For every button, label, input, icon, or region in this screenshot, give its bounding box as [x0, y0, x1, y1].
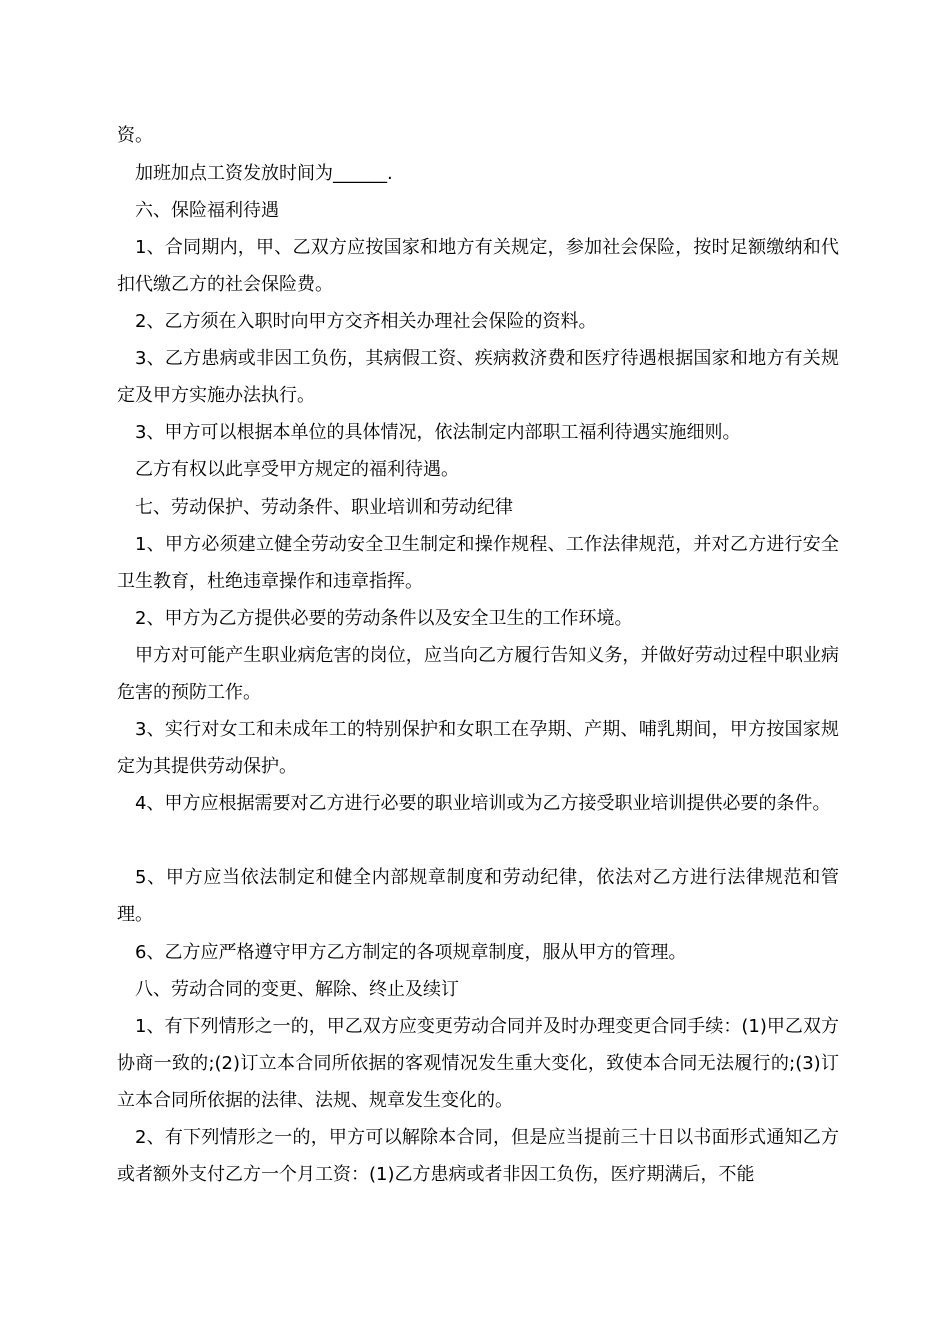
paragraph-protection-3: 3、实行对女工和未成年工的特别保护和女职工在孕期、产期、哺乳期间，甲方按国家规定为其提供劳动保护。 — [117, 719, 839, 777]
paragraph-contract-change-1: 1、有下列情形之一的，甲乙双方应变更劳动合同并及时办理变更合同手续：(1)甲乙双方协商一致的;(2)订立本合同所依据的客观情况发生重大变化，致使本合同无法履行的;(3)订立本合同所依据的法律、法规、规章发生变化的。 — [117, 1016, 839, 1111]
paragraph-insurance-3: 3、乙方患病或非因工负伤，其病假工资、疾病救济费和医疗待遇根据国家和地方有关规定及甲方实施办法执行。 — [117, 348, 839, 406]
paragraph-continuation: 资。 — [117, 125, 153, 146]
section-heading-labor-protection: 七、劳动保护、劳动条件、职业培训和劳动纪律 — [135, 497, 513, 518]
paragraph-protection-1: 1、甲方必须建立健全劳动安全卫生制定和操作规程、工作法律规范，并对乙方进行安全卫生教育，杜绝违章操作和违章指挥。 — [117, 534, 839, 592]
paragraph-overtime-pay-date: 加班加点工资发放时间为______. — [135, 163, 393, 184]
paragraph-occupational-hazard: 甲方对可能产生职业病危害的岗位，应当向乙方履行告知义务，并做好劳动过程中职业病危害的预防工作。 — [117, 645, 839, 703]
section-heading-insurance: 六、保险福利待遇 — [135, 200, 279, 221]
paragraph-insurance-2: 2、乙方须在入职时向甲方交齐相关办理社会保险的资料。 — [135, 311, 597, 332]
section-heading-contract-changes: 八、劳动合同的变更、解除、终止及续订 — [135, 979, 459, 1000]
paragraph-protection-4: 4、甲方应根据需要对乙方进行必要的职业培训或为乙方接受职业培训提供必要的条件。 — [135, 793, 831, 814]
paragraph-contract-termination-2: 2、有下列情形之一的，甲方可以解除本合同，但是应当提前三十日以书面形式通知乙方或者额外支付乙方一个月工资：(1)乙方患病或者非因工负伤，医疗期满后，不能 — [117, 1127, 839, 1185]
paragraph-protection-6: 6、乙方应严格遵守甲方乙方制定的各项规章制度，服从甲方的管理。 — [135, 942, 687, 963]
paragraph-welfare-rules: 3、甲方可以根据本单位的具体情况，依法制定内部职工福利待遇实施细则。 — [135, 422, 741, 443]
paragraph-insurance-1: 1、合同期内，甲、乙双方应按国家和地方有关规定，参加社会保险，按时足额缴纳和代扣代缴乙方的社会保险费。 — [117, 237, 839, 295]
paragraph-protection-5: 5、甲方应当依法制定和健全内部规章制度和劳动纪律，依法对乙方进行法律规范和管理。 — [117, 867, 839, 925]
paragraph-protection-2: 2、甲方为乙方提供必要的劳动条件以及安全卫生的工作环境。 — [135, 608, 633, 629]
paragraph-welfare-entitlement: 乙方有权以此享受甲方规定的福利待遇。 — [135, 459, 459, 480]
